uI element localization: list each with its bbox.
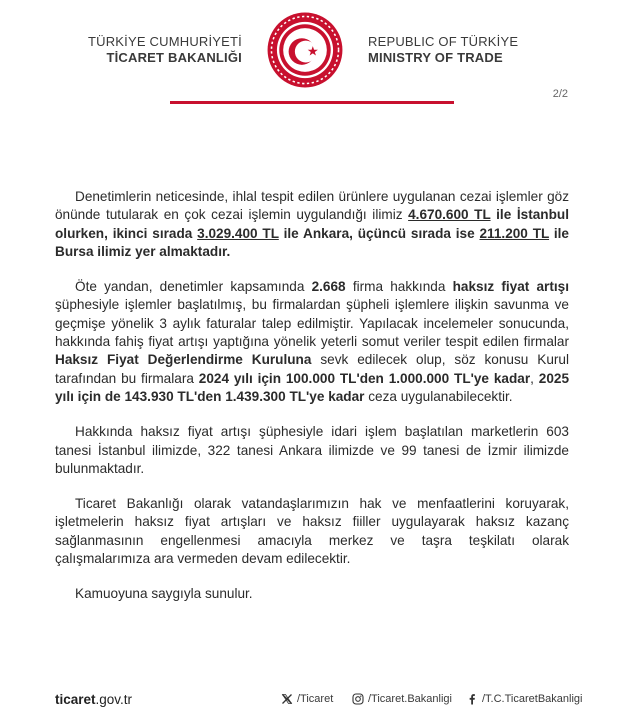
- bold-text: haksız fiyat artışı: [452, 279, 569, 295]
- x-social-link[interactable]: [281, 693, 333, 705]
- paragraph-4: [55, 495, 569, 568]
- facebook-social-link[interactable]: [466, 693, 582, 705]
- bold-text: Haksız Fiyat Değerlendirme Kuruluna: [55, 352, 312, 368]
- paragraph-5: [55, 585, 569, 603]
- body-text: Kamuoyuna saygıyla sunulur.: [75, 586, 253, 602]
- bold-text: ile İstanbul olurken, ikinci sırada: [55, 207, 569, 241]
- bold-underlined-text: [408, 207, 490, 222]
- website-domain: .gov.tr: [95, 692, 133, 707]
- website-name: ticaret: [55, 692, 96, 707]
- body-text: sevk edilecek olup, söz konusu Kurul tarafından bu firmalara: [55, 352, 569, 386]
- header-right-title: [368, 34, 518, 66]
- x-handle: /Ticaret: [297, 693, 334, 705]
- body-text: Ticaret Bakanlığı olarak vatandaşlarımızın hak ve menfaatlerini koruyarak, işletmelerin haksız fiyat artışları ve haksız fiiller uygulayarak haksız kazanç sağlanmasının engellenmesi amacıyla merkez ve taşra teşkilatı olarak çalışmalarımıza ara vermeden devam edilecektir.: [55, 496, 569, 567]
- ministry-logo-icon: [266, 11, 344, 89]
- body-text: ceza uygulanabilecektir.: [364, 388, 513, 404]
- header-divider: [170, 101, 454, 104]
- body-text: ,: [530, 370, 539, 386]
- body-text: Denetimlerin neticesinde, ihlal tespit edilen ürünlere uygulanan cezai işlemler göz önünde tutularak en çok cezai işlemin uygulandığı ilimiz: [55, 189, 569, 223]
- instagram-social-link[interactable]: [352, 693, 452, 705]
- footer: [0, 688, 624, 712]
- instagram-handle: /Ticaret.Bakanligi: [368, 693, 452, 705]
- website-link[interactable]: [55, 692, 132, 707]
- paragraph-2: [55, 278, 569, 406]
- body-text: firma hakkında: [345, 279, 453, 295]
- page-number: 2/2: [552, 88, 568, 100]
- facebook-handle: /T.C.TicaretBakanligi: [482, 693, 583, 705]
- press-release-body: [55, 188, 569, 621]
- body-text: Öte yandan, denetimler kapsamında: [75, 279, 312, 295]
- header-left-line1: TÜRKİYE CUMHURİYETİ: [87, 34, 242, 49]
- header-left-title: [0, 34, 242, 66]
- instagram-icon: [352, 693, 364, 705]
- bold-text: ile Bursa ilimiz yer almaktadır.: [55, 225, 569, 259]
- highlight-amount: 4.670.600 TL: [408, 207, 491, 223]
- bold-underlined-text: [197, 226, 279, 241]
- paragraph-1: [55, 188, 569, 261]
- bold-underlined-text: [479, 226, 549, 241]
- x-twitter-icon: [281, 693, 293, 705]
- header-left-line2: TİCARET BAKANLIĞI: [106, 50, 242, 65]
- bold-text: 2.668: [311, 279, 346, 295]
- facebook-icon: [466, 693, 478, 705]
- body-text: Hakkında haksız fiyat artışı şüphesiyle idari işlem başlatılan marketlerin 603 tanesi İstanbul ilimizde, 322 tanesi Ankara ilimizde ve 99 tanesi de İzmir ilimizde bulunmaktadır.: [55, 424, 569, 476]
- header-right-line2: MINISTRY OF TRADE: [368, 50, 503, 65]
- header-right-line1: REPUBLIC OF TÜRKİYE: [368, 34, 519, 49]
- letterhead: [0, 0, 624, 110]
- body-text: şüphesiyle işlemler başlatılmış, bu firmalardan şüpheli işlemlere ilişkin savunma ve geçmişe yönelik 3 aylık faturalar talep edilmiştir. Yapılacak incelemeler sonucunda, hakkında fahiş fiyat artışı yaptığına yönelik yeterli somut veriler tespit edilen firmalar: [55, 297, 569, 350]
- highlight-amount: 211.200 TL: [479, 225, 550, 241]
- bold-text: ile Ankara, üçüncü sırada ise: [278, 225, 480, 241]
- highlight-amount: 3.029.400 TL: [197, 225, 279, 241]
- paragraph-3: [55, 423, 569, 478]
- bold-text: 2025 yılı için de 143.930 TL'den 1.439.300 TL'ye kadar: [55, 370, 570, 404]
- bold-text: 2024 yılı için 100.000 TL'den 1.000.000 TL'ye kadar: [198, 370, 531, 386]
